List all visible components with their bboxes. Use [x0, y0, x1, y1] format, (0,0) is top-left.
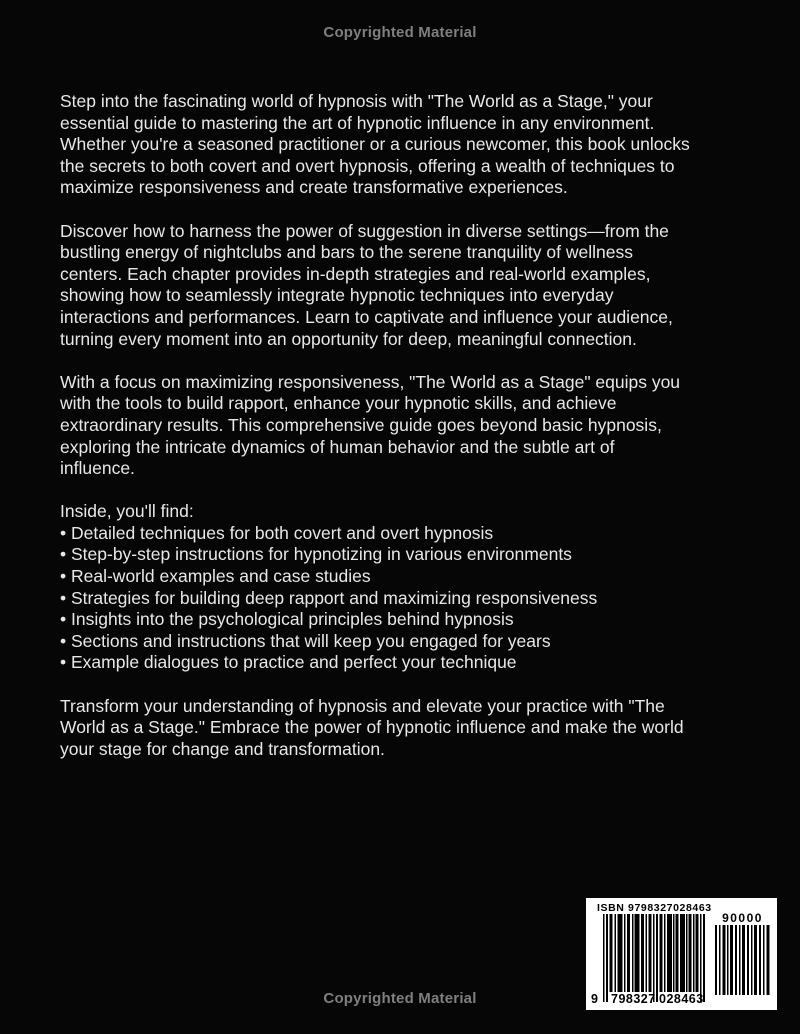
- ean5-supplement-barcode-graphic: [715, 925, 770, 995]
- back-cover-blurb: [60, 91, 690, 760]
- paragraph-intro: [60, 91, 690, 199]
- text-line: turning every moment into an opportunity for deep, meaningful connection.: [60, 328, 637, 349]
- copyright-notice-top: Copyrighted Material: [323, 24, 477, 41]
- text-line: showing how to seamlessly integrate hypnotic techniques into everyday: [60, 285, 614, 306]
- ean13-barcode-graphic: [603, 914, 705, 1002]
- isbn-digit-group1: 798327: [611, 992, 656, 1006]
- text-line: • Real-world examples and case studies: [60, 566, 371, 587]
- text-line: the secrets to both covert and overt hypnosis, offering a wealth of techniques to: [60, 155, 675, 176]
- text-line: • Detailed techniques for both covert and overt hypnosis: [60, 522, 494, 543]
- isbn-digit-lead: 9: [591, 992, 598, 1006]
- text-line: World as a Stage." Embrace the power of hypnotic influence and make the world: [60, 717, 684, 738]
- text-line: interactions and performances. Learn to captivate and influence your audience,: [60, 306, 673, 327]
- isbn-label: ISBN 9798327028463: [597, 902, 712, 914]
- text-line: bustling energy of nightclubs and bars to the serene tranquility of wellness: [60, 242, 633, 263]
- text-line: Whether you're a seasoned practitioner or a curious newcomer, this book unlocks: [60, 134, 690, 155]
- text-line: maximize responsiveness and create transformative experiences.: [60, 177, 568, 198]
- price-supplement-label: 90000: [722, 911, 763, 925]
- paragraph-closing: [60, 696, 690, 761]
- isbn-digit-group2: 028463: [659, 992, 704, 1006]
- text-line: Step into the fascinating world of hypnosis with "The World as a Stage," your: [60, 91, 653, 111]
- text-line: • Example dialogues to practice and perfect your technique: [60, 652, 517, 673]
- text-line: With a focus on maximizing responsiveness, "The World as a Stage" equips you: [60, 371, 681, 392]
- text-line: • Insights into the psychological principles behind hypnosis: [60, 609, 514, 630]
- text-line: Discover how to harness the power of suggestion in diverse settings—from the: [60, 220, 669, 241]
- text-line: exploring the intricate dynamics of human behavior and the subtle art of: [60, 436, 615, 457]
- text-line: • Step-by-step instructions for hypnotizing in various environments: [60, 544, 572, 565]
- paragraph-bullet-list: [60, 501, 690, 674]
- text-line: essential guide to mastering the art of hypnotic influence in any environment.: [60, 112, 655, 133]
- paragraph-discover: [60, 221, 690, 351]
- text-line: Transform your understanding of hypnosis and elevate your practice with "The: [60, 695, 665, 716]
- text-line: Inside, you'll find:: [60, 501, 194, 522]
- text-line: centers. Each chapter provides in-depth strategies and real-world examples,: [60, 263, 651, 284]
- text-line: with the tools to build rapport, enhance your hypnotic skills, and achieve: [60, 393, 617, 414]
- text-line: extraordinary results. This comprehensive guide goes beyond basic hypnosis,: [60, 414, 662, 435]
- text-line: influence.: [60, 458, 135, 479]
- paragraph-focus: [60, 372, 690, 480]
- copyright-notice-bottom: Copyrighted Material: [323, 990, 477, 1007]
- text-line: your stage for change and transformation.: [60, 738, 385, 759]
- text-line: • Strategies for building deep rapport and maximizing responsiveness: [60, 587, 598, 608]
- text-line: • Sections and instructions that will keep you engaged for years: [60, 630, 551, 651]
